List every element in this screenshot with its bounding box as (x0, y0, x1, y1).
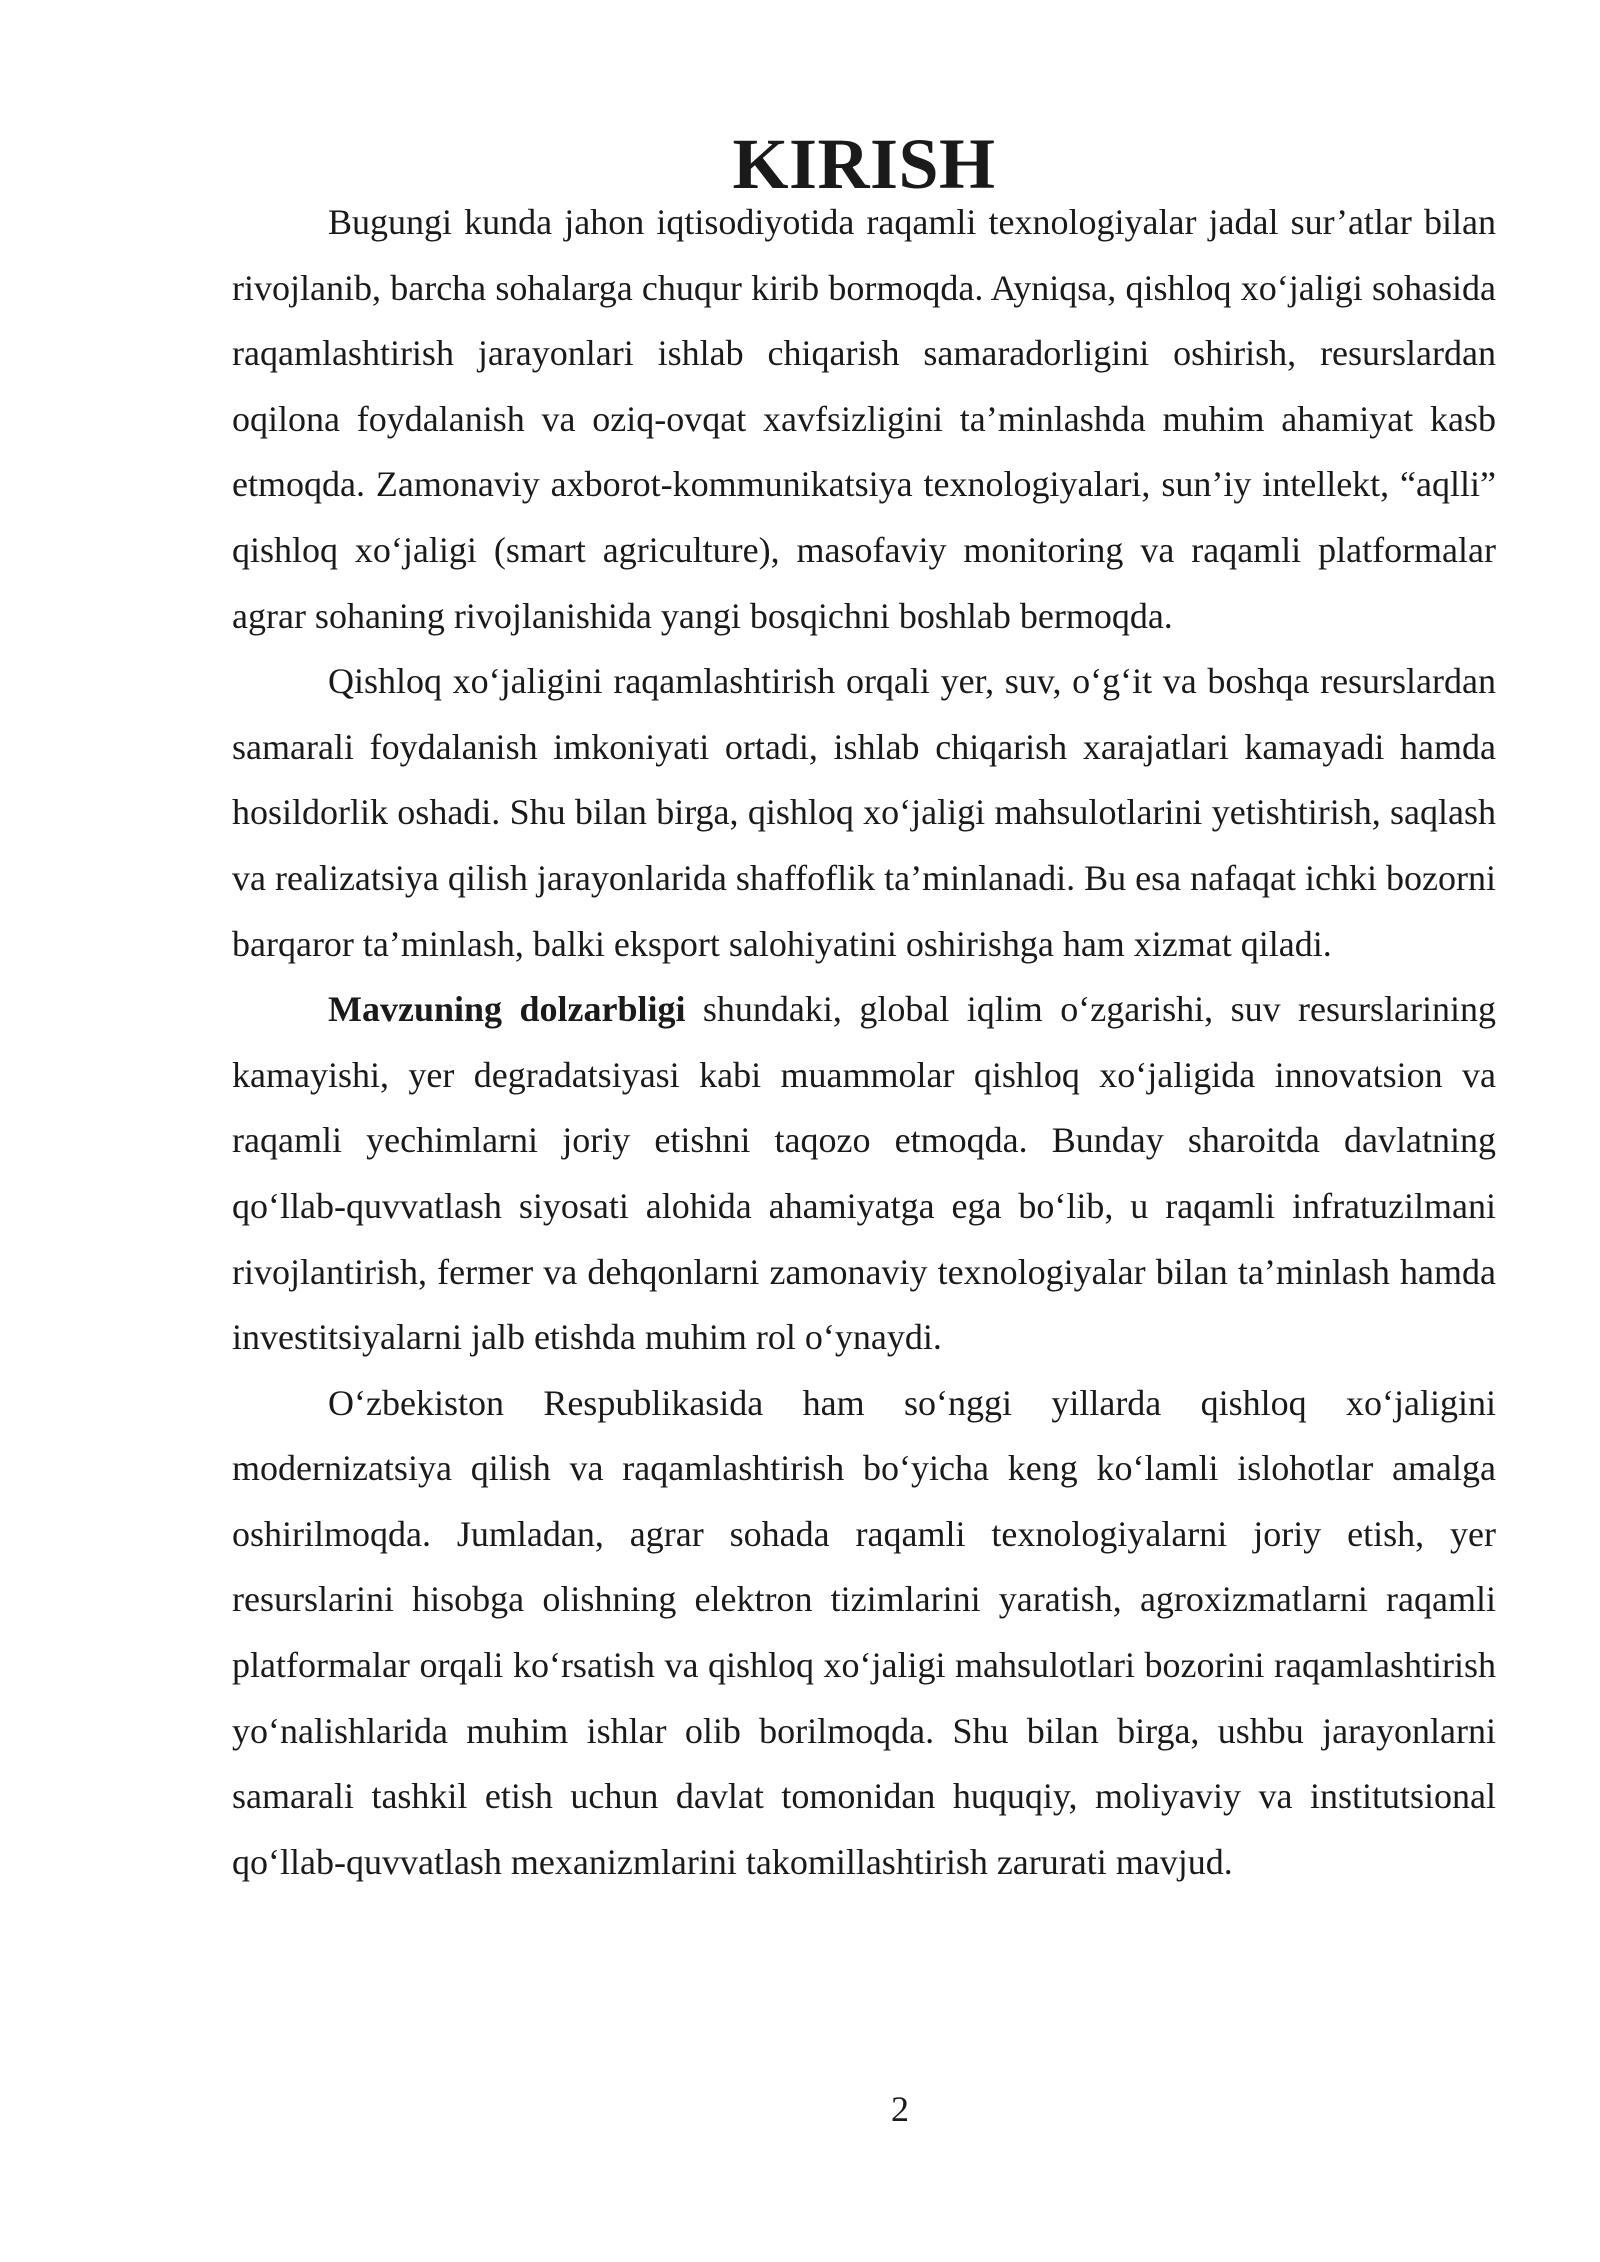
paragraph-lead-bold: Mavzuning dolzarbligi (328, 989, 686, 1030)
paragraph-text: O‘zbekiston Respublikasida ham so‘nggi yillarda qishloq xo‘jaligini modernizatsiya qilish va raqamlashtirish bo‘yicha keng ko‘lamli islohotlar amalga oshirilmoqda. Jumladan, agrar sohada raqamli texnologiyalarni joriy etish, yer resurslarini hisobga olishning elektron tizimlarini yaratish, agroxizmatlarni raqamli platformalar orqali ko‘rsatish va qishloq xo‘jaligi mahsulotlari bozorini raqamlashtirish yo‘nalishlarida muhim ishlar olib borilmoqda. Shu bilan birga, ushbu jarayonlarni samarali tashkil etish uchun davlat tomonidan huquqiy, moliyaviy va institutsional qo‘llab-quvvatlash mexanizmlarini takomillashtirish zarurati mavjud. (232, 1382, 1496, 1882)
section-title: KIRISH (732, 124, 996, 204)
paragraph-text: Bugungi kunda jahon iqtisodiyotida raqamli texnologiyalar jadal sur’atlar bilan rivojlanib, barcha sohalarga chuqur kirib bormoqda. Ayniqsa, qishloq xo‘jaligi sohasida raqamlashtirish jarayonlari ishlab chiqarish samaradorligini oshirish, resurslardan oqilona foydalanish va oziq-ovqat xavfsizligini ta’minlashda muhim ahamiyat kasb etmoqda. Zamonaviy axborot-kommunikatsiya texnologiyalari, sun’iy intellekt, “aqlli” qishloq xo‘jaligi (smart agriculture), masofaviy monitoring va raqamli platformalar agrar sohaning rivojlanishida yangi bosqichni boshlab bermoqda. (232, 202, 1496, 636)
document-body (232, 124, 1497, 1895)
page-number (100, 2088, 1600, 2130)
paragraph (232, 1371, 1496, 1896)
paragraph-text: Qishloq xo‘jaligini raqamlashtirish orqali yer, suv, o‘g‘it va boshqa resurslardan samarali foydalanish imkoniyati ortadi, ishlab chiqarish xarajatlari kamayadi hamda hosildorlik oshadi. Shu bilan birga, qishloq xo‘jaligi mahsulotlarini yetishtirish, saqlash va realizatsiya qilish jarayonlarida shaffoflik ta’minlanadi. Bu esa nafaqat ichki bozorni barqaror ta’minlash, balki eksport salohiyatini oshirishga ham xizmat qiladi. (232, 661, 1496, 964)
paragraph (232, 977, 1496, 1371)
paragraph-text: shundaki, global iqlim o‘zgarishi, suv resurslarining kamayishi, yer degradatsiyasi kabi muammolar qishloq xo‘jaligida innovatsion va raqamli yechimlarni joriy etishni taqozo etmoqda. Bunday sharoitda davlatning qo‘llab-quvvatlash siyosati alohida ahamiyatga ega bo‘lib, u raqamli infratuzilmani rivojlantirish, fermer va dehqonlarni zamonaviy texnologiyalar bilan ta’minlash hamda investitsiyalarni jalb etishda muhim rol o‘ynaydi. (232, 989, 1497, 1358)
paragraph (232, 649, 1496, 977)
page-number-value: 2 (891, 2089, 909, 2129)
paragraph (232, 190, 1496, 649)
